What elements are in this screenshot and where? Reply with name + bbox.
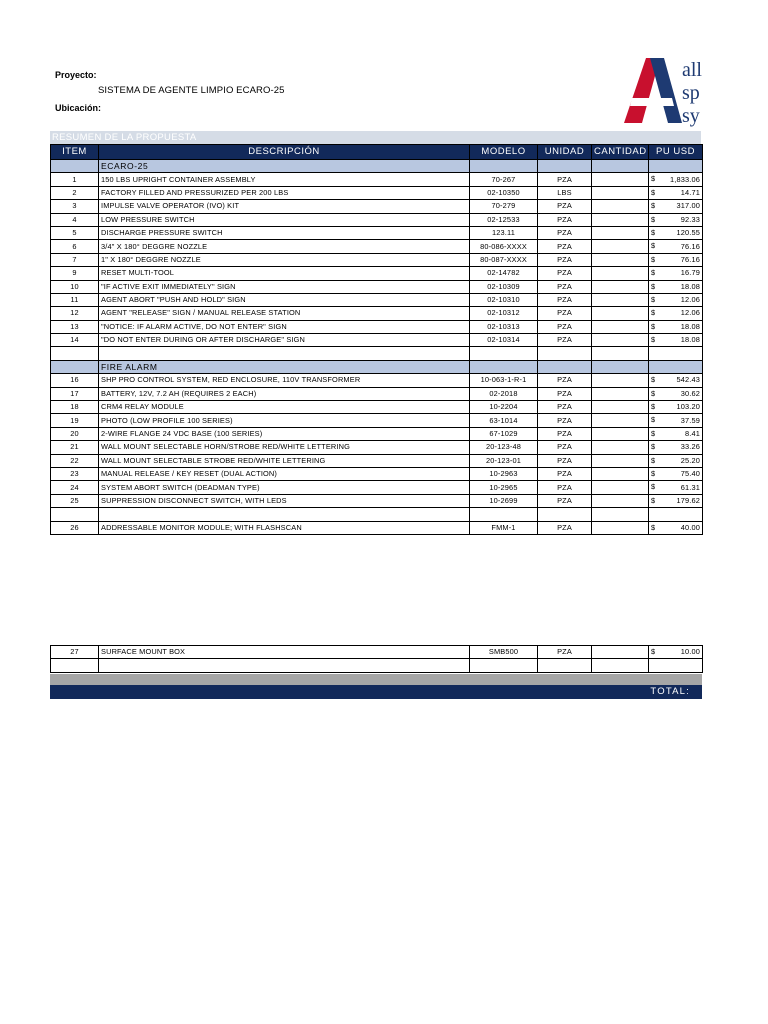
- item-cell: 21: [51, 441, 99, 454]
- currency-symbol: $: [651, 415, 656, 425]
- table-row: [51, 213, 703, 226]
- item-cell: [51, 508, 99, 521]
- item-cell: 19: [51, 414, 99, 427]
- model-cell: 20-123-48: [470, 441, 538, 454]
- unit-cell: PZA: [538, 427, 592, 440]
- quantity-cell: [592, 494, 649, 507]
- item-cell: [51, 347, 99, 360]
- currency-symbol: $: [651, 321, 656, 331]
- model-cell: 63-1014: [470, 414, 538, 427]
- price-amount: 40.00: [680, 522, 700, 532]
- price-amount: 30.62: [680, 388, 700, 398]
- section-title: ECARO-25: [99, 160, 470, 173]
- quantity-cell: [592, 414, 649, 427]
- price-cell: [649, 280, 703, 293]
- quantity-cell: [592, 347, 649, 360]
- table-row: [51, 173, 703, 186]
- description-cell: AGENT ABORT "PUSH AND HOLD" SIGN: [99, 293, 470, 306]
- quantity-cell: [592, 521, 649, 534]
- section-header-row: [51, 160, 703, 173]
- unit-cell: PZA: [538, 481, 592, 494]
- price-cell: [649, 414, 703, 427]
- price-amount: 103.20: [676, 402, 700, 412]
- quantity-cell: [592, 253, 649, 266]
- model-cell: 02-10312: [470, 307, 538, 320]
- price-cell: [649, 240, 703, 253]
- item-cell: 24: [51, 481, 99, 494]
- model-cell: 80-087-XXXX: [470, 253, 538, 266]
- price-amount: 18.08: [680, 321, 700, 331]
- price-amount: 25.20: [680, 455, 700, 465]
- item-cell: 16: [51, 374, 99, 387]
- currency-symbol: $: [651, 294, 656, 304]
- price-amount: 75.40: [680, 469, 700, 479]
- logo-text-line-1: all: [682, 59, 702, 81]
- price-amount: 61.31: [680, 482, 700, 492]
- unit-cell: PZA: [538, 467, 592, 480]
- price-cell: [649, 347, 703, 360]
- currency-symbol: $: [651, 388, 656, 398]
- unit-cell: PZA: [538, 200, 592, 213]
- description-cell: FACTORY FILLED AND PRESSURIZED PER 200 LBS: [99, 186, 470, 199]
- table-row: [51, 240, 703, 253]
- unit-cell: PZA: [538, 334, 592, 347]
- description-cell: DISCHARGE PRESSURE SWITCH: [99, 226, 470, 239]
- quantity-cell: [592, 320, 649, 333]
- quantity-cell: [592, 441, 649, 454]
- quantity-cell: [592, 481, 649, 494]
- currency-symbol: $: [651, 455, 656, 465]
- model-cell: 70-279: [470, 200, 538, 213]
- total-label: TOTAL:: [50, 685, 702, 699]
- model-cell: 02-10309: [470, 280, 538, 293]
- quantity-cell: [592, 293, 649, 306]
- column-header-item: ITEM: [51, 145, 99, 160]
- item-cell: [51, 659, 99, 672]
- model-cell: FMM-1: [470, 521, 538, 534]
- table-row: [51, 427, 703, 440]
- currency-symbol: $: [651, 428, 656, 438]
- currency-symbol: $: [651, 268, 656, 278]
- proposal-table: [50, 144, 703, 535]
- section-empty-cell: [649, 160, 703, 173]
- quantity-cell: [592, 401, 649, 414]
- price-amount: 18.08: [680, 335, 700, 345]
- model-cell: 70-267: [470, 173, 538, 186]
- price-cell: [649, 521, 703, 534]
- price-cell: [649, 253, 703, 266]
- description-cell: "NOTICE: IF ALARM ACTIVE, DO NOT ENTER" SIGN: [99, 320, 470, 333]
- table-row: [51, 454, 703, 467]
- proyecto-value: SISTEMA DE AGENTE LIMPIO ECARO-25: [98, 85, 285, 96]
- table-row: [51, 334, 703, 347]
- description-cell: AGENT "RELEASE" SIGN / MANUAL RELEASE STATION: [99, 307, 470, 320]
- section-empty-cell: [470, 160, 538, 173]
- unit-cell: [538, 347, 592, 360]
- item-cell: 10: [51, 280, 99, 293]
- table-row: [51, 467, 703, 480]
- unit-cell: PZA: [538, 307, 592, 320]
- price-amount: 16.79: [680, 268, 700, 278]
- item-cell: 7: [51, 253, 99, 266]
- table-row-empty: [51, 347, 703, 360]
- unit-cell: PZA: [538, 414, 592, 427]
- description-cell: [99, 659, 470, 672]
- proposal-table-lower: [50, 645, 703, 673]
- currency-symbol: $: [651, 468, 656, 478]
- price-cell: [649, 226, 703, 239]
- quantity-cell: [592, 427, 649, 440]
- model-cell: 02-10350: [470, 186, 538, 199]
- unit-cell: PZA: [538, 374, 592, 387]
- unit-cell: [538, 659, 592, 672]
- quantity-cell: [592, 280, 649, 293]
- unit-cell: PZA: [538, 267, 592, 280]
- model-cell: [470, 508, 538, 521]
- currency-symbol: $: [651, 442, 656, 452]
- description-cell: SURFACE MOUNT BOX: [99, 646, 470, 659]
- model-cell: [470, 659, 538, 672]
- unit-cell: PZA: [538, 454, 592, 467]
- section-empty-cell: [592, 360, 649, 373]
- currency-symbol: $: [651, 375, 656, 385]
- column-header-pu-usd: PU USD: [649, 145, 703, 160]
- price-cell: [649, 481, 703, 494]
- section-title: FIRE ALARM: [99, 360, 470, 373]
- table-row: [51, 280, 703, 293]
- unit-cell: PZA: [538, 521, 592, 534]
- price-cell: [649, 200, 703, 213]
- price-amount: 76.16: [680, 254, 700, 264]
- model-cell: 02-10310: [470, 293, 538, 306]
- price-cell: [649, 646, 703, 659]
- table-row: [51, 494, 703, 507]
- item-cell: 26: [51, 521, 99, 534]
- currency-symbol: $: [651, 647, 656, 656]
- price-cell: [649, 374, 703, 387]
- currency-symbol: $: [651, 201, 656, 211]
- price-cell: [649, 173, 703, 186]
- model-cell: 02-10313: [470, 320, 538, 333]
- logo-text-line-3: sy: [682, 105, 700, 127]
- column-header-descripcion: DESCRIPCIÓN: [99, 145, 470, 160]
- table-row: [51, 200, 703, 213]
- price-amount: 8.41: [685, 429, 700, 438]
- item-cell: 20: [51, 427, 99, 440]
- ubicacion-label: Ubicación:: [55, 103, 102, 113]
- section-item-cell: [51, 160, 99, 173]
- price-cell: [649, 401, 703, 414]
- table-row: [51, 186, 703, 199]
- column-header-unidad: UNIDAD: [538, 145, 592, 160]
- price-amount: 33.26: [680, 442, 700, 452]
- quantity-cell: [592, 454, 649, 467]
- unit-cell: LBS: [538, 186, 592, 199]
- description-cell: PHOTO (LOW PROFILE 100 SERIES): [99, 414, 470, 427]
- price-cell: [649, 454, 703, 467]
- price-cell: [649, 307, 703, 320]
- price-cell: [649, 387, 703, 400]
- item-cell: 13: [51, 320, 99, 333]
- model-cell: 10-2965: [470, 481, 538, 494]
- currency-symbol: $: [651, 335, 656, 345]
- quantity-cell: [592, 213, 649, 226]
- currency-symbol: $: [651, 227, 656, 237]
- description-cell: "IF ACTIVE EXIT IMMEDIATELY" SIGN: [99, 280, 470, 293]
- table-row: [51, 374, 703, 387]
- price-cell: [649, 508, 703, 521]
- table-row: [51, 401, 703, 414]
- description-cell: [99, 508, 470, 521]
- item-cell: 9: [51, 267, 99, 280]
- description-cell: SUPPRESSION DISCONNECT SWITCH, WITH LEDS: [99, 494, 470, 507]
- table-row-empty: [51, 659, 703, 672]
- item-cell: 11: [51, 293, 99, 306]
- price-amount: 12.06: [680, 308, 700, 318]
- price-cell: [649, 213, 703, 226]
- quantity-cell: [592, 646, 649, 659]
- price-amount: 92.33: [680, 214, 700, 224]
- item-cell: 6: [51, 240, 99, 253]
- price-amount: 37.59: [680, 415, 700, 425]
- currency-symbol: $: [651, 281, 656, 291]
- section-empty-cell: [649, 360, 703, 373]
- unit-cell: PZA: [538, 320, 592, 333]
- unit-cell: PZA: [538, 173, 592, 186]
- description-cell: SYSTEM ABORT SWITCH (DEADMAN TYPE): [99, 481, 470, 494]
- price-cell: [649, 334, 703, 347]
- table-row: [51, 267, 703, 280]
- currency-symbol: $: [651, 402, 656, 412]
- description-cell: LOW PRESSURE SWITCH: [99, 213, 470, 226]
- quantity-cell: [592, 307, 649, 320]
- model-cell: 10-2963: [470, 467, 538, 480]
- table-row: [51, 293, 703, 306]
- quantity-cell: [592, 374, 649, 387]
- price-amount: 120.55: [676, 228, 700, 238]
- currency-symbol: $: [651, 174, 656, 184]
- model-cell: 67-1029: [470, 427, 538, 440]
- currency-symbol: $: [651, 495, 656, 505]
- price-cell: [649, 467, 703, 480]
- item-cell: 4: [51, 213, 99, 226]
- item-cell: 2: [51, 186, 99, 199]
- item-cell: 25: [51, 494, 99, 507]
- item-cell: 3: [51, 200, 99, 213]
- quantity-cell: [592, 267, 649, 280]
- table-row: [51, 521, 703, 534]
- unit-cell: PZA: [538, 387, 592, 400]
- currency-symbol: $: [651, 482, 656, 492]
- table-row-empty: [51, 508, 703, 521]
- item-cell: 22: [51, 454, 99, 467]
- item-cell: 18: [51, 401, 99, 414]
- model-cell: SMB500: [470, 646, 538, 659]
- column-header-modelo: MODELO: [470, 145, 538, 160]
- quantity-cell: [592, 226, 649, 239]
- company-logo: [620, 54, 768, 134]
- currency-symbol: $: [651, 308, 656, 318]
- unit-cell: [538, 508, 592, 521]
- section-empty-cell: [538, 360, 592, 373]
- description-cell: WALL MOUNT SELECTABLE STROBE RED/WHITE LETTERING: [99, 454, 470, 467]
- unit-cell: PZA: [538, 240, 592, 253]
- price-amount: 76.16: [680, 241, 700, 251]
- item-cell: 14: [51, 334, 99, 347]
- price-cell: [649, 441, 703, 454]
- quantity-cell: [592, 240, 649, 253]
- table-row: [51, 481, 703, 494]
- model-cell: [470, 347, 538, 360]
- currency-symbol: $: [651, 214, 656, 224]
- description-cell: CRM4 RELAY MODULE: [99, 401, 470, 414]
- unit-cell: PZA: [538, 494, 592, 507]
- section-empty-cell: [592, 160, 649, 173]
- resumen-title: RESUMEN DE LA PROPUESTA: [50, 131, 701, 144]
- price-amount: 10.00: [680, 647, 700, 657]
- item-cell: 5: [51, 226, 99, 239]
- description-cell: 3/4" X 180° DEGGRE NOZZLE: [99, 240, 470, 253]
- description-cell: SHP PRO CONTROL SYSTEM, RED ENCLOSURE, 110V TRANSFORMER: [99, 374, 470, 387]
- price-cell: [649, 293, 703, 306]
- unit-cell: PZA: [538, 253, 592, 266]
- table-row: [51, 441, 703, 454]
- description-cell: BATTERY, 12V, 7.2 AH (REQUIRES 2 EACH): [99, 387, 470, 400]
- unit-cell: PZA: [538, 226, 592, 239]
- price-amount: 12.06: [680, 295, 700, 305]
- unit-cell: PZA: [538, 441, 592, 454]
- model-cell: 02-10314: [470, 334, 538, 347]
- item-cell: 12: [51, 307, 99, 320]
- price-amount: 179.62: [676, 495, 700, 505]
- table-row: [51, 414, 703, 427]
- table-row: [51, 387, 703, 400]
- unit-cell: PZA: [538, 646, 592, 659]
- price-amount: 18.08: [680, 281, 700, 291]
- item-cell: 1: [51, 173, 99, 186]
- currency-symbol: $: [651, 522, 656, 532]
- section-empty-cell: [538, 160, 592, 173]
- model-cell: 02-2018: [470, 387, 538, 400]
- quantity-cell: [592, 200, 649, 213]
- unit-cell: PZA: [538, 280, 592, 293]
- section-header-row: [51, 360, 703, 373]
- quantity-cell: [592, 173, 649, 186]
- price-cell: [649, 267, 703, 280]
- model-cell: 80-086-XXXX: [470, 240, 538, 253]
- section-item-cell: [51, 360, 99, 373]
- quantity-cell: [592, 387, 649, 400]
- quantity-cell: [592, 659, 649, 672]
- quantity-cell: [592, 186, 649, 199]
- model-cell: 02-14782: [470, 267, 538, 280]
- model-cell: 123.11: [470, 226, 538, 239]
- price-cell: [649, 659, 703, 672]
- currency-symbol: $: [651, 187, 656, 197]
- unit-cell: PZA: [538, 293, 592, 306]
- price-amount: 317.00: [676, 201, 700, 211]
- price-amount: 542.43: [676, 375, 700, 385]
- model-cell: 10-2204: [470, 401, 538, 414]
- subtotal-band: [50, 674, 702, 685]
- price-amount: 14.71: [680, 187, 700, 197]
- description-cell: IMPULSE VALVE OPERATOR (IVO) KIT: [99, 200, 470, 213]
- table-row: [51, 646, 703, 659]
- table-row: [51, 307, 703, 320]
- logo-text-line-2: sp: [682, 82, 700, 104]
- item-cell: 27: [51, 646, 99, 659]
- section-empty-cell: [470, 360, 538, 373]
- quantity-cell: [592, 508, 649, 521]
- model-cell: 10-063-1-R-1: [470, 374, 538, 387]
- column-header-cantidad: CANTIDAD: [592, 145, 649, 160]
- table-row: [51, 320, 703, 333]
- model-cell: 02-12533: [470, 213, 538, 226]
- description-cell: WALL MOUNT SELECTABLE HORN/STROBE RED/WHITE LETTERING: [99, 441, 470, 454]
- model-cell: 20-123-01: [470, 454, 538, 467]
- price-cell: [649, 186, 703, 199]
- unit-cell: PZA: [538, 401, 592, 414]
- logo-mark-icon: [620, 54, 690, 134]
- table-row: [51, 226, 703, 239]
- table-header-row: [51, 145, 703, 160]
- quantity-cell: [592, 467, 649, 480]
- description-cell: ADDRESSABLE MONITOR MODULE; WITH FLASHSCAN: [99, 521, 470, 534]
- description-cell: 2-WIRE FLANGE 24 VDC BASE (100 SERIES): [99, 427, 470, 440]
- price-cell: [649, 427, 703, 440]
- description-cell: RESET MULTI-TOOL: [99, 267, 470, 280]
- table-row: [51, 253, 703, 266]
- description-cell: "DO NOT ENTER DURING OR AFTER DISCHARGE" SIGN: [99, 334, 470, 347]
- currency-symbol: $: [651, 241, 656, 251]
- currency-symbol: $: [651, 254, 656, 264]
- model-cell: 10-2699: [470, 494, 538, 507]
- price-cell: [649, 494, 703, 507]
- description-cell: 150 LBS UPRIGHT CONTAINER ASSEMBLY: [99, 173, 470, 186]
- description-cell: 1" X 180° DEGGRE NOZZLE: [99, 253, 470, 266]
- description-cell: MANUAL RELEASE / KEY RESET (DUAL ACTION): [99, 467, 470, 480]
- item-cell: 17: [51, 387, 99, 400]
- unit-cell: PZA: [538, 213, 592, 226]
- description-cell: [99, 347, 470, 360]
- quantity-cell: [592, 334, 649, 347]
- price-cell: [649, 320, 703, 333]
- item-cell: 23: [51, 467, 99, 480]
- proyecto-label: Proyecto:: [55, 70, 97, 80]
- price-amount: 1,833.06: [670, 174, 700, 184]
